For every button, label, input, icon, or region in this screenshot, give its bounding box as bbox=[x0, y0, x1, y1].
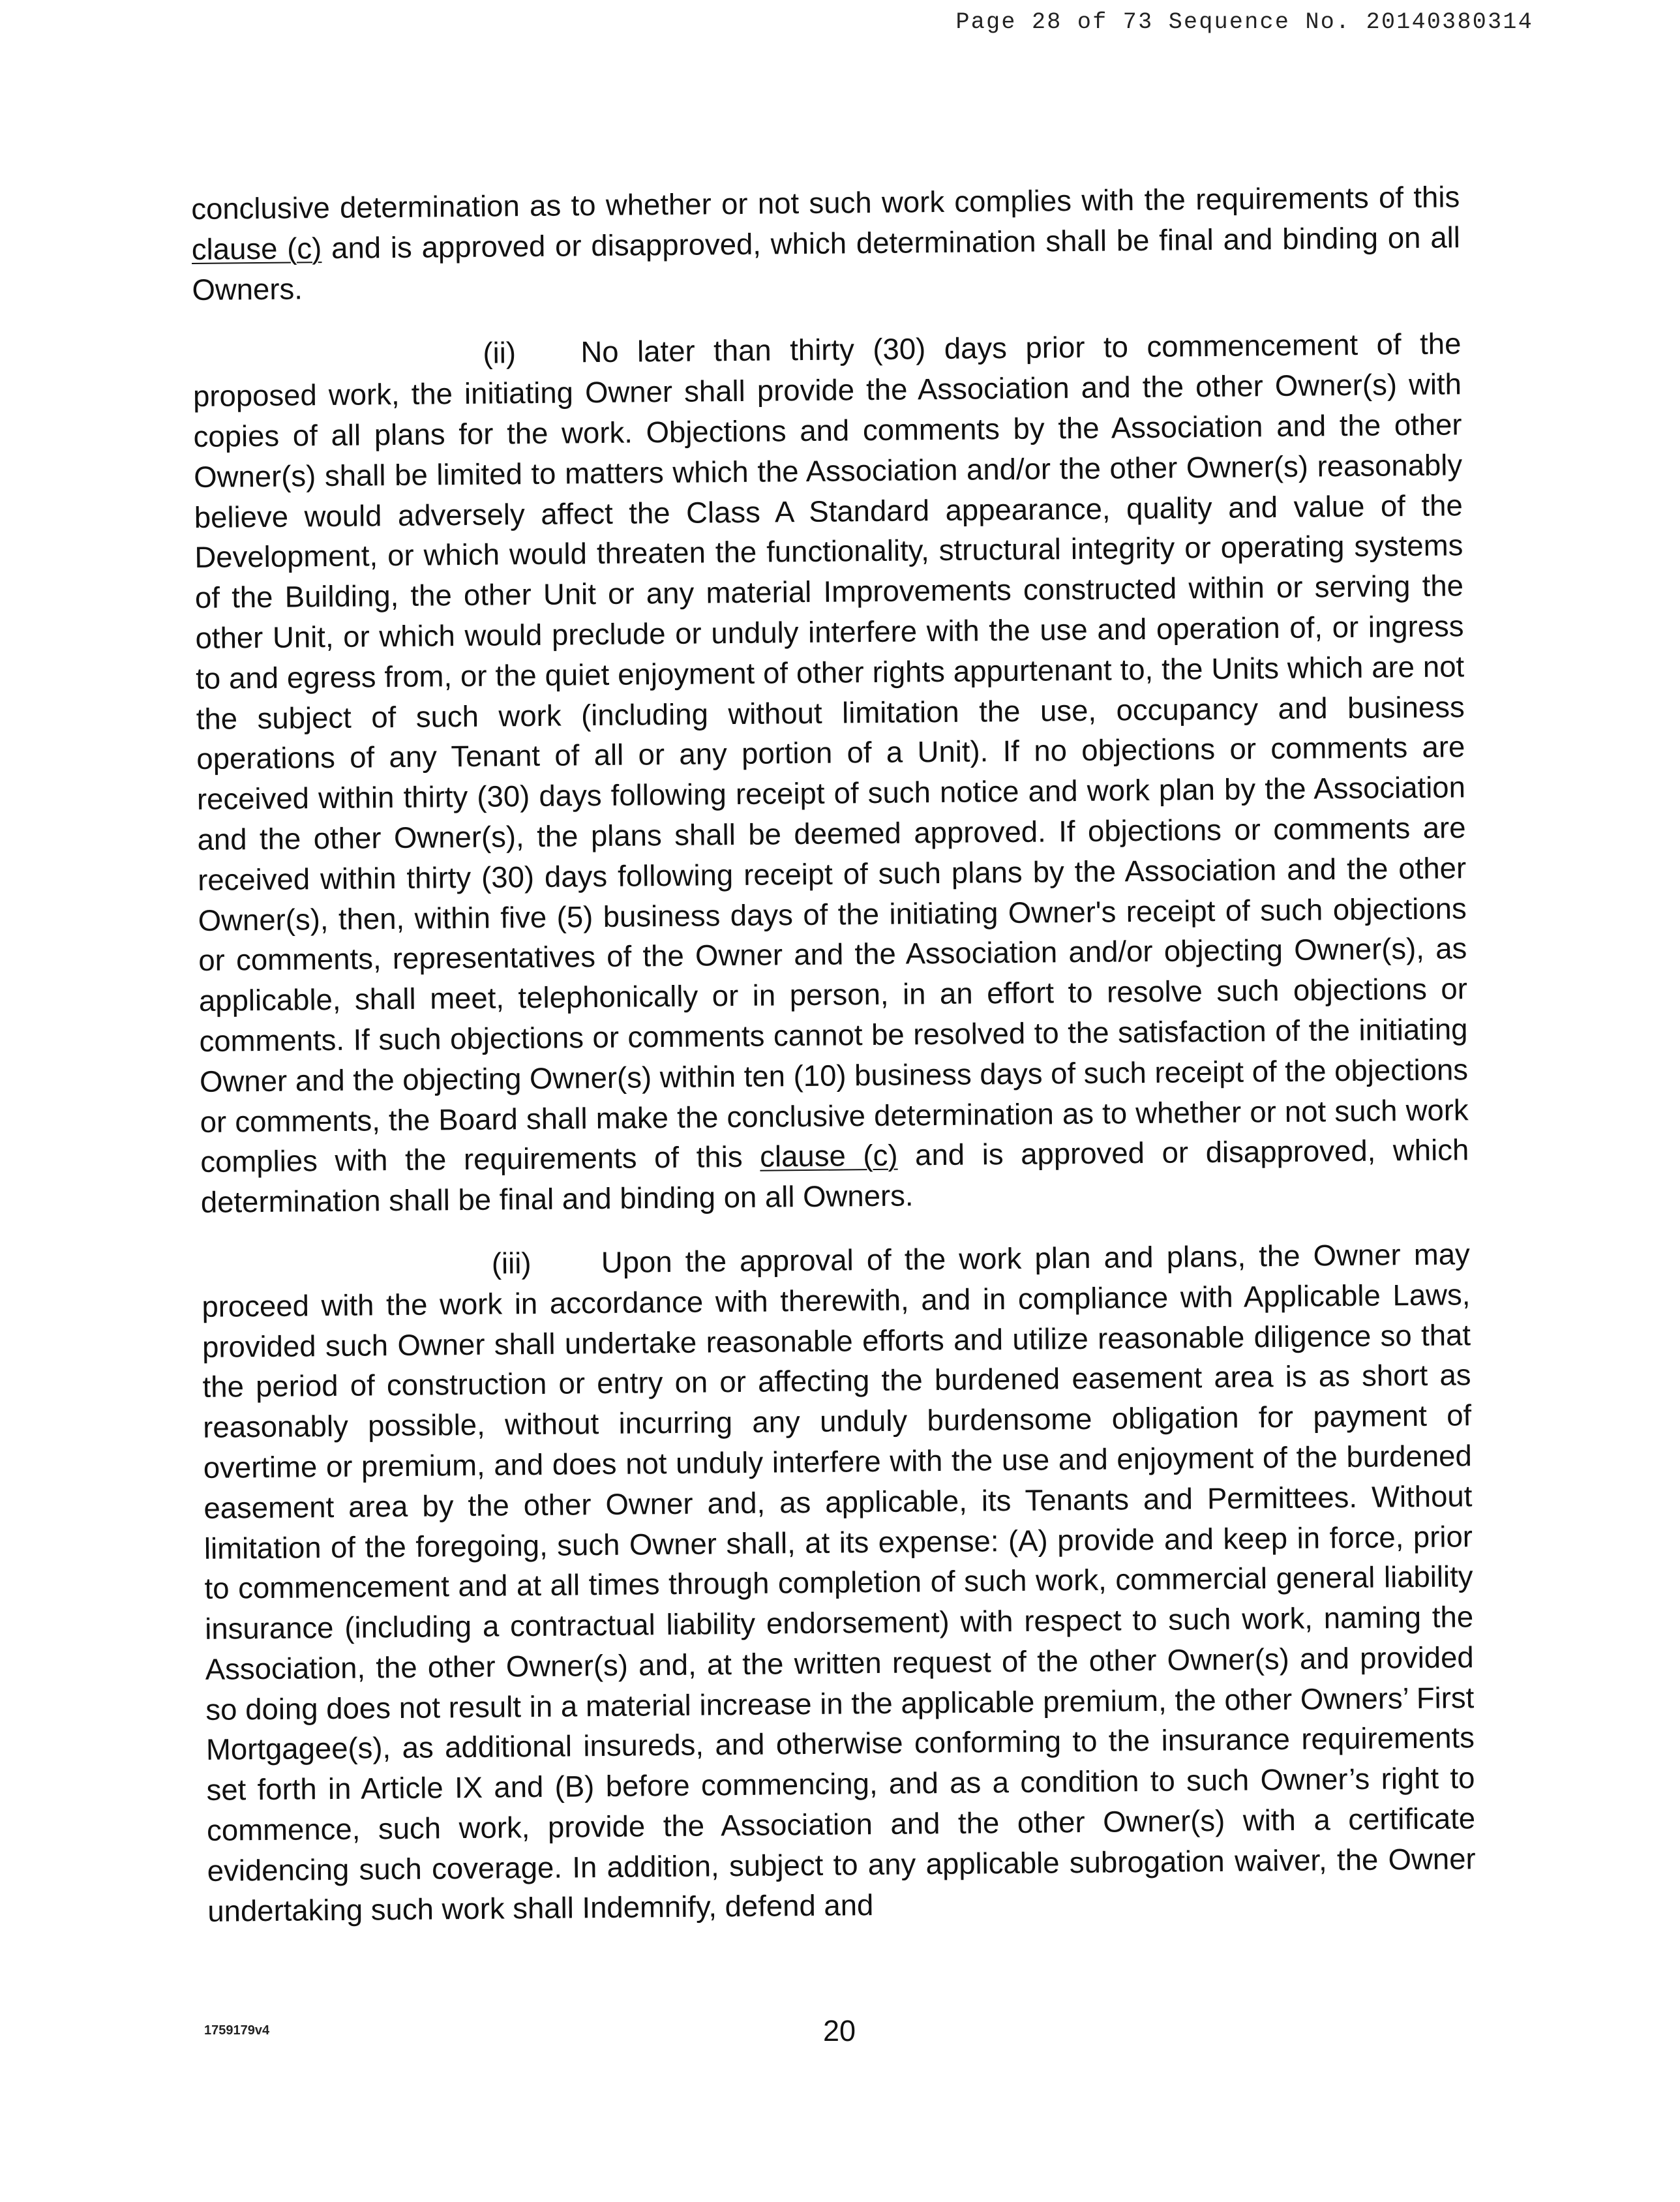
clause-reference: clause (c) bbox=[759, 1138, 898, 1174]
paragraph-text-end: and is approved or disapproved, which determination shall be final and binding on all Owners. bbox=[200, 1133, 1469, 1220]
paragraph-number: (iii) bbox=[491, 1246, 532, 1280]
paragraph-text-end: and is approved or disapproved, which determination shall be final and binding on all Owners. bbox=[192, 220, 1461, 307]
clause-reference: clause (c) bbox=[191, 231, 322, 266]
page-sequence-header: Page 28 of 73 Sequence No. 20140380314 bbox=[955, 9, 1533, 35]
document-body bbox=[191, 177, 1477, 1955]
paragraph-ii bbox=[192, 324, 1469, 1223]
paragraph-text: Upon the approval of the work plan and plans, the Owner may proceed with the work in accordance with therewith, and in compliance with Applicable Laws, provided such Owner shall undertake reasonable efforts and utilize reasonable diligence so that the period of construction or entry on or affecting the burdened easement area is as short as reasonably possible, without incurring any unduly burdensome obligation for payment of overtime or premium, and does not unduly interfere with the use and enjoyment of the burdened easement area by the other Owner and, as applicable, its Tenants and Permittees. Without limitation of the foregoing, such Owner shall, at its expense: (A) provide and keep in force, prior to commencement and at all times through completion of such work, commercial general liability insurance (including a contractual liability endorsement) with respect to such work, naming the Association, the other Owner(s) and, at the written request of the other Owner(s) and provided so doing does not result in a material increase in the applicable premium, the other Owners’ First Mortgagee(s), as additional insureds, and otherwise conforming to the insurance requirements set forth in Article IX and (B) before commencing, and as a condition to such Owner’s right to commence, such work, provide the Association and the other Owner(s) with a certificate evidencing such coverage. In addition, subject to any applicable subrogation waiver, the Owner undertaking such work shall Indemnify, defend and bbox=[202, 1237, 1476, 1928]
paragraph-number: (ii) bbox=[483, 336, 517, 370]
paragraph-text: No later than thirty (30) days prior to commencement of the proposed work, the initiating Owner shall provide the Association and the other Owner(s) with copies of all plans for the work. Objections and comments by the Association and the other Owner(s) shall be limited to matters which the Association and/or the other Owner(s) reasonably believe would adversely affect the Class A Standard appearance, quality and value of the Development, or which would threaten the functionality, structural integrity or operating systems of the Building, the other Unit or any material Improvements constructed within or serving the other Unit, or which would preclude or unduly interfere with the use and operation of, or ingress to and egress from, or the quiet enjoyment of other rights appurtenant to, the Units which are not the subject of such work (including without limitation the use, occupancy and business operations of any Tenant of all or any portion of a Unit). If no objections or comments are received within thirty (30) days following receipt of such notice and work plan by the Association and the other Owner(s), the plans shall be deemed approved. If objections or comments are received within thirty (30) days following receipt of such plans by the Association and the other Owner(s), then, within five (5) business days of the initiating Owner's receipt of such objections or comments, representatives of the Owner and the Association and/or objecting Owner(s), as applicable, shall meet, telephonically or in person, in an effort to resolve such objections or comments. If such objections or comments cannot be resolved to the satisfaction of the initiating Owner and the objecting Owner(s) within ten (10) business days of such receipt of the objections or comments, the Board shall make the conclusive determination as to whether or not such work complies with the requirements of this bbox=[192, 327, 1469, 1179]
paragraph-text: conclusive determination as to whether or not such work complies with the requirements of this bbox=[191, 180, 1460, 226]
paragraph-iii bbox=[202, 1234, 1477, 1931]
page-number: 20 bbox=[823, 2014, 856, 2047]
paragraph-continuation bbox=[191, 177, 1461, 310]
document-id: 1759179v4 bbox=[204, 2023, 270, 2038]
